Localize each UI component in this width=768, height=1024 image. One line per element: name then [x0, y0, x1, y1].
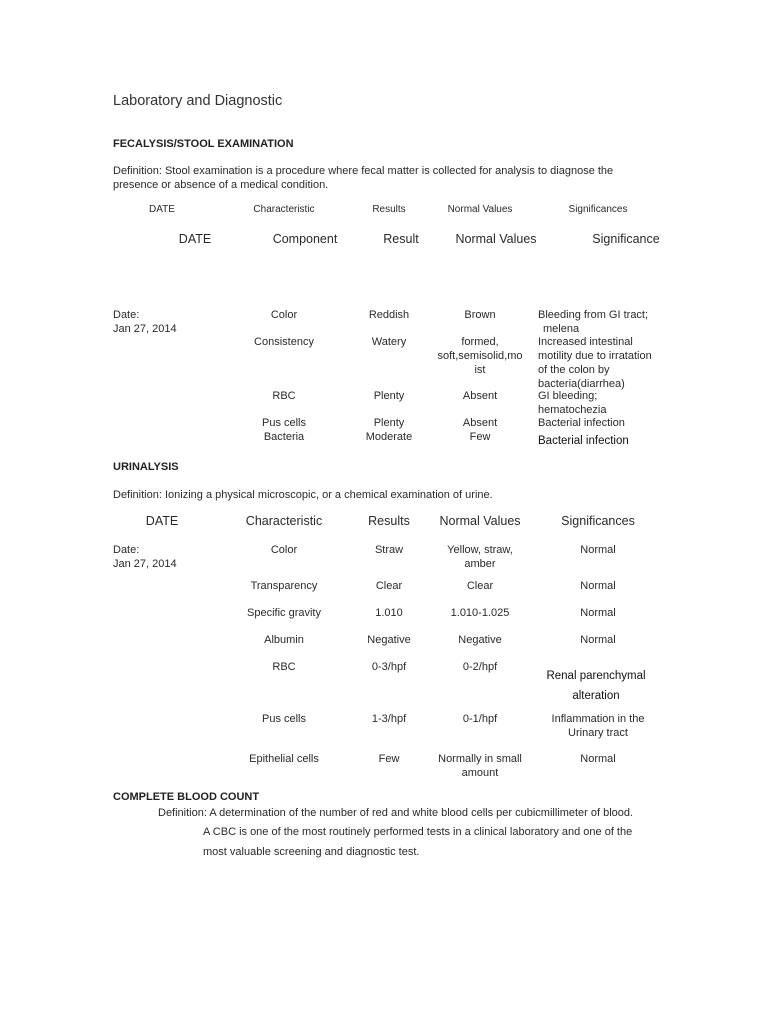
urine-row-rbc-result: 0-3/hpf [371, 661, 407, 673]
fecal-row-puscells-significance: Bacterial infection [538, 417, 625, 429]
fecal-row-consistency-result: Watery [371, 336, 407, 348]
fecal-row-bacteria-result: Moderate [365, 431, 413, 443]
fecal-row-bacteria-significance: Bacterial infection [538, 435, 629, 447]
urine-row-albumin-normal: Negative [458, 634, 502, 646]
urine-row-sg-component: Specific gravity [247, 607, 321, 619]
fecal-row-bacteria-normal: Few [469, 431, 491, 443]
fecal-row-puscells-component: Pus cells [261, 417, 307, 429]
fecal-row-consistency-normal: formed, soft,semisolid,mo ist [437, 336, 523, 376]
cbc-heading: COMPLETE BLOOD COUNT [113, 791, 260, 803]
fecal-row-consistency-significance: Increased intestinal motility due to irratation of the colon by bacteria(diarrhea) [538, 336, 652, 390]
fecal-row-color-significance: Bleeding from GI tract; melena [538, 309, 649, 335]
urine-row-sg-significance: Normal [580, 607, 616, 619]
urine-row-epithelial-component: Epithelial cells [249, 753, 319, 765]
urine-row-albumin-component: Albumin [264, 634, 304, 646]
urine-row-rbc-significance: Renal parenchymal alteration [546, 670, 646, 702]
urine-row-sg-result: 1.010 [375, 607, 403, 619]
cbc-definition-line2: A CBC is one of the most routinely performed tests in a clinical laboratory and one of the [203, 826, 633, 838]
urine-header-results: Results [368, 514, 410, 528]
fecal-row-puscells-result: Plenty [373, 417, 405, 429]
fecal-row-puscells-normal: Absent [462, 417, 498, 429]
urine-row-puscells-result: 1-3/hpf [371, 713, 407, 725]
urine-row-color-significance: Normal [580, 544, 616, 556]
urine-row-epithelial-normal: Normally in small amount [438, 753, 522, 779]
fecalysis-definition: Definition: Stool examination is a procedure where fecal matter is collected for analysis to diagnose the presence or absence of a medical condition. [113, 165, 614, 191]
fecal-header-small-characteristic: Characteristic [253, 204, 315, 215]
fecal-row-color-result: Reddish [368, 309, 410, 321]
urine-row-albumin-significance: Normal [580, 634, 616, 646]
urine-row-epithelial-significance: Normal [580, 753, 616, 765]
fecal-header-component: Component [272, 232, 338, 246]
urine-row-puscells-normal: 0-1/hpf [462, 713, 498, 725]
urinalysis-definition: Definition: Ionizing a physical microscopic, or a chemical examination of urine. [113, 489, 493, 501]
fecalysis-heading: FECALYSIS/STOOL EXAMINATION [113, 138, 294, 150]
fecal-header-result: Result [383, 232, 419, 246]
urine-row-puscells-component: Pus cells [261, 713, 307, 725]
cbc-definition-line3: most valuable screening and diagnostic test. [203, 846, 420, 858]
fecal-header-significance: Significance [592, 232, 660, 246]
urine-row-color-normal: Yellow, straw, amber [447, 544, 513, 570]
fecal-row-bacteria-component: Bacteria [263, 431, 305, 443]
urine-header-normal: Normal Values [439, 514, 521, 528]
fecal-row-consistency-component: Consistency [254, 336, 314, 348]
fecal-header-small-significances: Significances [568, 204, 628, 215]
urine-row-rbc-normal: 0-2/hpf [462, 661, 498, 673]
cbc-definition-line1: Definition: A determination of the number of red and white blood cells per cubicmillimeter of blood. [158, 807, 634, 819]
urine-row-rbc-component: RBC [272, 661, 296, 673]
urine-header-significances: Significances [561, 514, 635, 528]
fecal-date: Date: Jan 27, 2014 [113, 309, 177, 335]
page-title: Laboratory and Diagnostic [113, 93, 283, 109]
fecal-header-small-results: Results [372, 204, 406, 215]
urine-row-epithelial-result: Few [378, 753, 400, 765]
urine-row-sg-normal: 1.010-1.025 [450, 607, 510, 619]
fecal-row-rbc-significance: GI bleeding; hematochezia [538, 390, 607, 416]
urine-row-albumin-result: Negative [367, 634, 411, 646]
fecal-row-rbc-normal: Absent [462, 390, 498, 402]
urine-row-transparency-significance: Normal [580, 580, 616, 592]
urine-row-puscells-significance: Inflammation in the Urinary tract [551, 713, 645, 739]
fecal-row-color-component: Color [270, 309, 298, 321]
fecal-header-normal: Normal Values [455, 232, 537, 246]
urine-header-date: DATE [145, 514, 179, 528]
fecal-row-color-normal: Brown [464, 309, 496, 321]
fecal-header-small-normal: Normal Values [447, 204, 513, 215]
urine-row-transparency-component: Transparency [250, 580, 318, 592]
fecal-row-rbc-result: Plenty [373, 390, 405, 402]
urine-row-transparency-normal: Clear [466, 580, 494, 592]
urine-row-transparency-result: Clear [375, 580, 403, 592]
fecal-header-date: DATE [178, 232, 212, 246]
fecal-row-rbc-component: RBC [272, 390, 296, 402]
urinalysis-heading: URINALYSIS [113, 461, 179, 473]
fecal-header-small-date: DATE [149, 204, 175, 215]
urine-date: Date: Jan 27, 2014 [113, 544, 177, 570]
urine-row-color-result: Straw [374, 544, 404, 556]
urine-header-characteristic: Characteristic [245, 514, 323, 528]
urine-row-color-component: Color [270, 544, 298, 556]
